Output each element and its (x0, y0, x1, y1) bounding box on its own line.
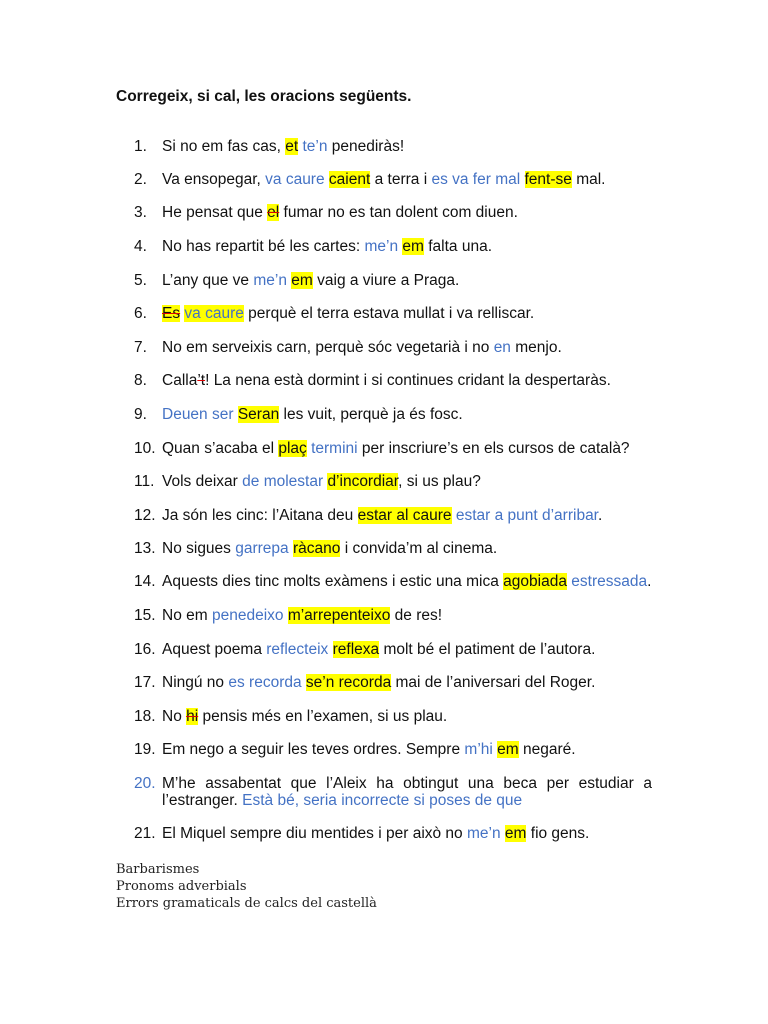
correction-text: estressada (571, 573, 648, 590)
error-highlight: em (291, 272, 313, 289)
list-item (134, 171, 652, 188)
error-highlight: estar al caure (357, 507, 452, 524)
correction-text: de molestar (242, 473, 324, 490)
error-highlight: Seran (237, 406, 280, 423)
correction-text: garrepa (235, 540, 289, 557)
item-number: 15. (134, 607, 156, 624)
list-item (134, 372, 652, 389)
list-item (134, 708, 652, 725)
correction-text: es va fer mal (431, 171, 521, 188)
sentence-text: Ningú no (162, 674, 229, 691)
sentence-text: pensis més en l’examen, si us plau. (198, 708, 448, 725)
space (328, 641, 332, 658)
list-item (134, 406, 652, 423)
correction-text: estar a punt d’arribar (455, 507, 598, 524)
item-number: 6. (134, 305, 147, 322)
sentence-text: No (162, 708, 187, 725)
item-number: 1. (134, 138, 147, 155)
item-number: 9. (134, 406, 147, 423)
list-item (134, 641, 652, 658)
correction-text: va caure (184, 305, 244, 322)
sentence-text: negaré. (518, 741, 576, 758)
list-item (134, 674, 652, 691)
correction-note: Està bé, seria incorrecte si poses de que (242, 792, 523, 809)
correction-text: me’n (466, 825, 501, 842)
correction-text: me’n (253, 272, 287, 289)
sentence-text: molt bé el patiment de l’autora. (379, 641, 596, 658)
item-number: 20. (134, 775, 156, 792)
error-highlight: et (285, 138, 299, 155)
list-item (134, 305, 652, 322)
sentence-text: Calla (162, 372, 198, 389)
item-number: 10. (134, 440, 156, 457)
sentence-text: i convida’m al cinema. (340, 540, 498, 557)
sentence-text: Si no em fas cas, (162, 138, 286, 155)
sentence-text: Em nego a seguir les teves ordres. Sempre (162, 741, 465, 758)
item-number: 18. (134, 708, 156, 725)
legend-errors-gramaticals: Errors gramaticals de calcs del castellà (116, 896, 377, 911)
error-highlight: caient (328, 171, 371, 188)
sentence-text: No sigues (162, 540, 236, 557)
list-item (134, 540, 652, 557)
list-item (134, 507, 652, 524)
correction-text: penedeixo (211, 607, 284, 624)
sentence-text: menjo. (510, 339, 562, 356)
category-legend (116, 861, 377, 912)
item-number: 5. (134, 272, 147, 289)
sentence-text: ! La nena està dormint i si continues cridant la despertaràs. (205, 372, 611, 389)
sentence-text: per inscriure’s en els cursos de català? (357, 440, 630, 457)
list-item (134, 825, 652, 842)
sentence-text: les vuit, perquè ja és fosc. (279, 406, 463, 423)
sentence-text: mai de l’aniversari del Roger. (391, 674, 596, 691)
correction-text: termini (311, 440, 358, 457)
error-highlight: se’n recorda (305, 674, 392, 691)
error-highlight: plaç (278, 440, 307, 457)
item-number: 11. (134, 473, 155, 490)
sentence-text: . (598, 507, 603, 524)
sentence-text: fio gens. (526, 825, 590, 842)
error-highlight: reflexa (332, 641, 380, 658)
correction-text: te’n (302, 138, 328, 155)
sentence-text: Aquests dies tinc molts exàmens i estic una mica (162, 573, 504, 590)
struck-error: Es (162, 305, 181, 322)
sentence-text: mal. (571, 171, 606, 188)
correction-text: en (493, 339, 511, 356)
item-number: 17. (134, 674, 156, 691)
struck-error: el (267, 204, 280, 221)
error-highlight: m’arrepenteixo (287, 607, 391, 624)
sentence-text: vaig a viure a Praga. (312, 272, 460, 289)
sentence-text: penediràs! (327, 138, 405, 155)
error-highlight: d’incordiar (327, 473, 399, 490)
list-item (134, 775, 652, 809)
struck-error: hi (186, 708, 199, 725)
error-highlight: em (497, 741, 519, 758)
error-highlight: ràcano (292, 540, 341, 557)
sentence-text: No em serveixis carn, perquè sóc vegetarià i no (162, 339, 494, 356)
item-number: 2. (134, 171, 147, 188)
sentence-text: . (647, 573, 652, 590)
item-number: 13. (134, 540, 156, 557)
legend-barbarismes: Barbarismes (116, 862, 200, 877)
list-item (134, 339, 652, 356)
sentence-text: M’he assabentat que l’Aleix ha obtingut una beca per estudiar a l’estranger. (162, 775, 652, 809)
correction-text: va caure (265, 171, 325, 188)
item-number: 8. (134, 372, 147, 389)
sentence-text: Ja són les cinc: l’Aitana deu (162, 507, 358, 524)
item-number: 3. (134, 204, 147, 221)
item-number: 21. (134, 825, 156, 842)
correction-text: Deuen ser (162, 406, 234, 423)
legend-pronoms-adverbials: Pronoms adverbials (116, 879, 247, 894)
list-item (134, 573, 652, 590)
item-number: 16. (134, 641, 156, 658)
item-number: 4. (134, 238, 147, 255)
page-title: Corregeix, si cal, les oracions següents. (116, 88, 412, 105)
error-highlight: em (402, 238, 424, 255)
item-number: 19. (134, 741, 156, 758)
sentence-text: Aquest poema (162, 641, 267, 658)
list-item (134, 473, 652, 490)
item-number: 14. (134, 573, 156, 590)
list-item (134, 741, 652, 758)
sentence-text: Quan s’acaba el (162, 440, 279, 457)
sentence-text: , si us plau? (398, 473, 481, 490)
correction-text: es recorda (228, 674, 302, 691)
correction-text: me’n (364, 238, 399, 255)
list-item (134, 607, 652, 624)
sentence-text: He pensat que (162, 204, 268, 221)
correction-text: m’hi (464, 741, 493, 758)
sentence-text: de res! (390, 607, 443, 624)
sentence-text: No has repartit bé les cartes: (162, 238, 365, 255)
error-highlight: fent-se (524, 171, 572, 188)
sentence-text: Va ensopegar, (162, 171, 266, 188)
sentence-text: perquè el terra estava mullat i va relliscar. (243, 305, 535, 322)
sentence-text: El Miquel sempre diu mentides i per això no (162, 825, 467, 842)
item-number: 12. (134, 507, 156, 524)
sentence-text: Vols deixar (162, 473, 243, 490)
sentence-text: No em (162, 607, 212, 624)
list-item (134, 138, 652, 155)
space (520, 171, 524, 188)
correction-text: reflecteix (266, 641, 329, 658)
list-item (134, 440, 652, 457)
sentence-text: L’any que ve (162, 272, 254, 289)
struck-error: ’t (197, 372, 206, 389)
list-item (134, 238, 652, 255)
error-highlight: agobiada (503, 573, 567, 590)
sentence-text: a terra i (370, 171, 432, 188)
list-item (134, 204, 652, 221)
list-item (134, 272, 652, 289)
error-highlight: em (504, 825, 527, 842)
sentence-body (162, 775, 652, 809)
item-number: 7. (134, 339, 147, 356)
sentence-text: fumar no es tan dolent com diuen. (279, 204, 518, 221)
sentence-text: falta una. (423, 238, 493, 255)
